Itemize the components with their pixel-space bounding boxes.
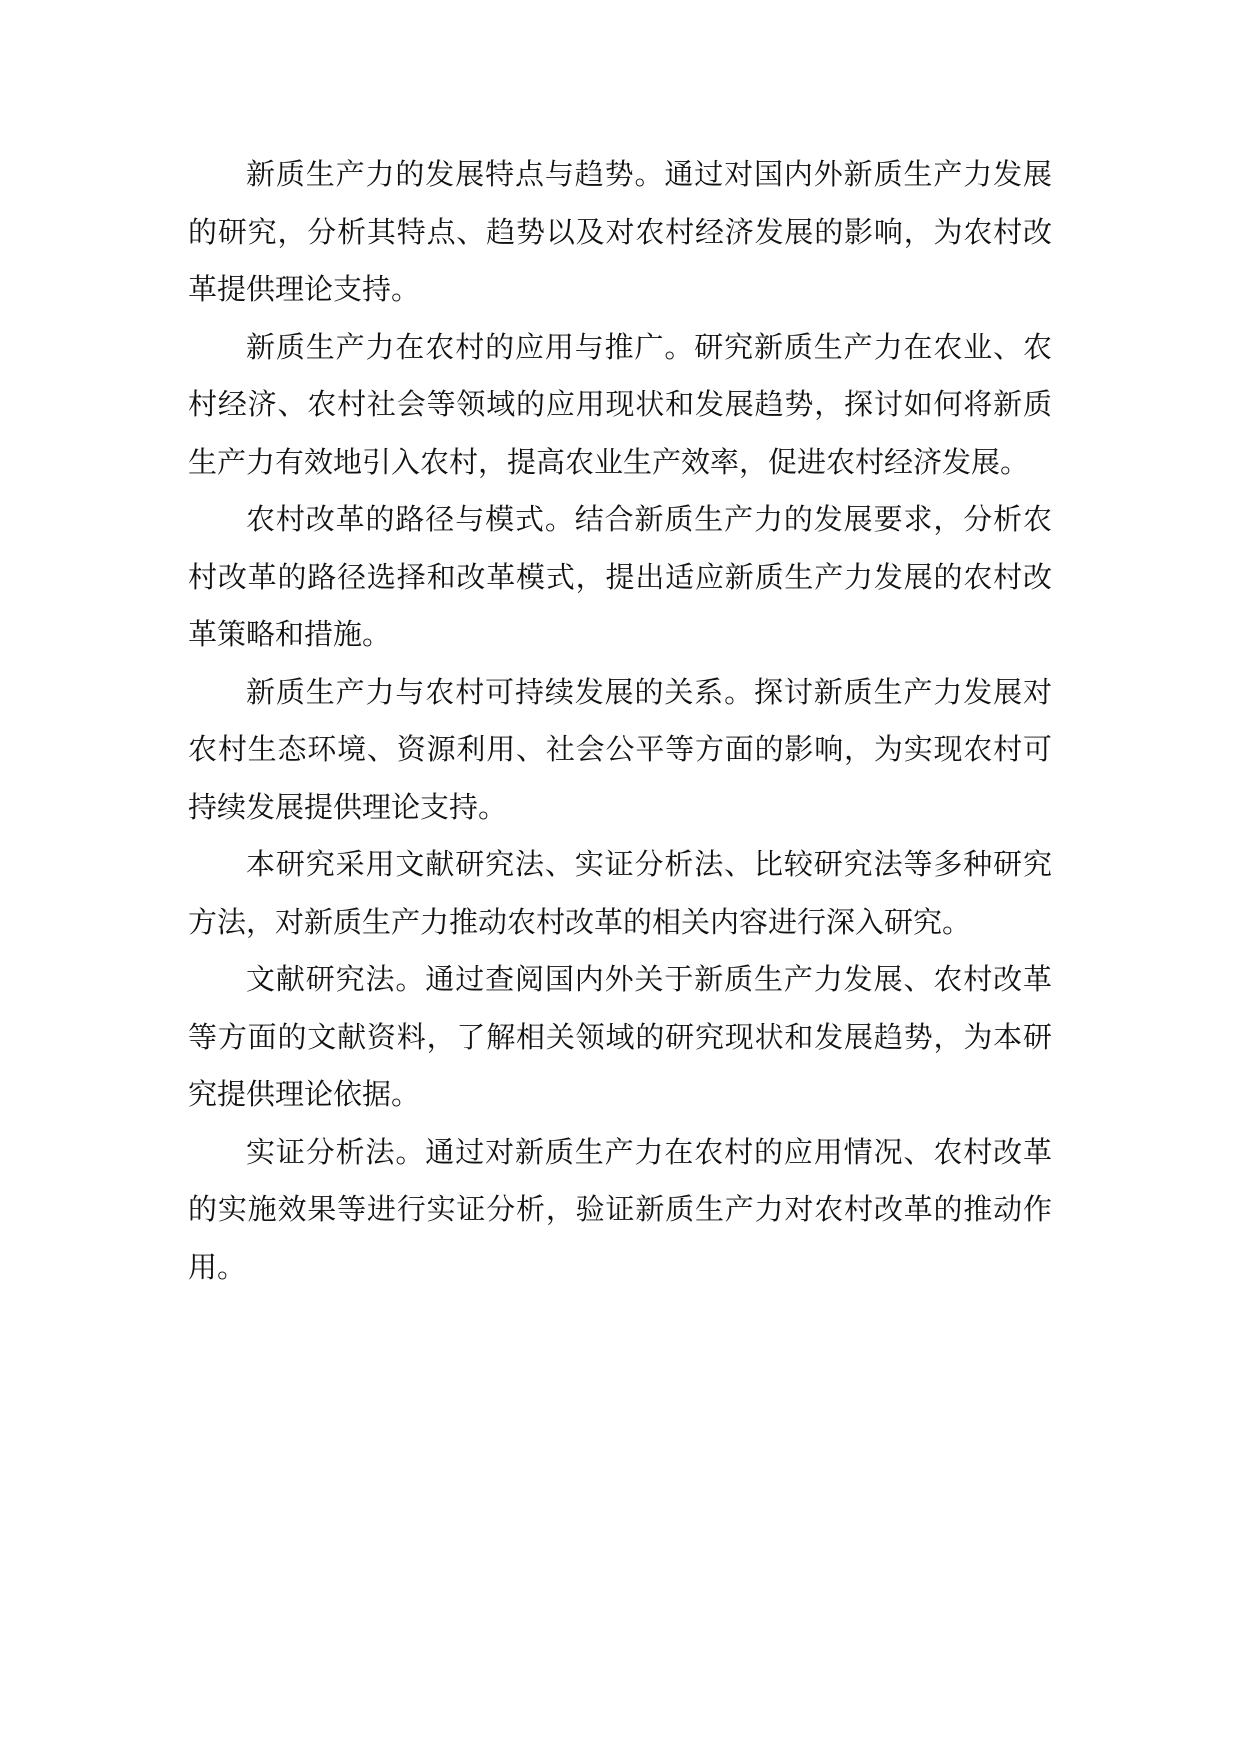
paragraph-literature-method: 文献研究法。通过查阅国内外关于新质生产力发展、农村改革等方面的文献资料，了解相关领域的研究现状和发展趋势，为本研究提供理论依据。 [188, 962, 1052, 1111]
paragraph-sustainable-development: 新质生产力与农村可持续发展的关系。探讨新质生产力发展对农村生态环境、资源利用、社会公平等方面的影响，为实现农村可持续发展提供理论支持。 [188, 674, 1052, 824]
paragraph-research-methods: 本研究采用文献研究法、实证分析法、比较研究法等多种研究方法，对新质生产力推动农村改革的相关内容进行深入研究。 [188, 847, 1052, 939]
paragraph-empirical-method: 实证分析法。通过对新质生产力在农村的应用情况、农村改革的实施效果等进行实证分析，验证新质生产力对农村改革的推动作用。 [188, 1134, 1052, 1284]
paragraph-development-features: 新质生产力的发展特点与趋势。通过对国内外新质生产力发展的研究，分析其特点、趋势以及对农村经济发展的影响，为农村改革提供理论支持。 [188, 157, 1052, 306]
document-body [188, 146, 1052, 1296]
paragraph-reform-path: 农村改革的路径与模式。结合新质生产力的发展要求，分析农村改革的路径选择和改革模式，提出适应新质生产力发展的农村改革策略和措施。 [188, 502, 1052, 651]
paragraph-rural-application: 新质生产力在农村的应用与推广。研究新质生产力在农业、农村经济、农村社会等领域的应用现状和发展趋势，探讨如何将新质生产力有效地引入农村，提高农业生产效率，促进农村经济发展。 [188, 329, 1052, 479]
